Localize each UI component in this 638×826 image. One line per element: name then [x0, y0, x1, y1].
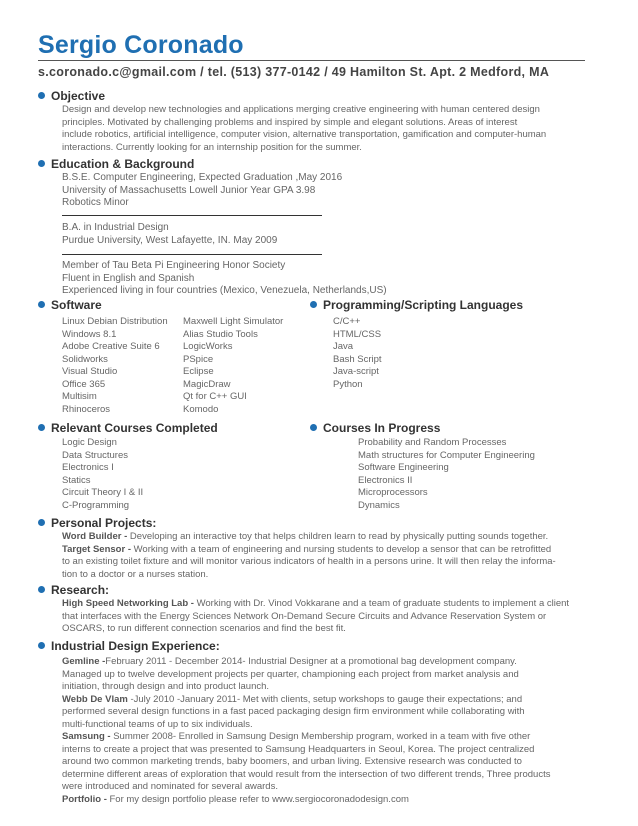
experience-line: Managed up to twelve development projects per quarter, championing each project from market analysis and	[62, 668, 519, 680]
header-rule	[38, 60, 585, 61]
software-item: Qt for C++ GUI	[183, 391, 247, 402]
experience-line: performed several design functions in a fast paced packaging design firm environment while collaborating with	[62, 706, 525, 717]
education-line: B.A. in Industrial Design	[62, 222, 169, 233]
course-item: Electronics II	[358, 474, 413, 486]
research-text: Working with Dr. Vinod Vokkarane and a team of graduate students to implement a client	[196, 598, 570, 609]
objective-line: Design and develop new technologies and applications merging creative engineering with human centered design	[62, 104, 540, 115]
section-title: Industrial Design Experience:	[51, 639, 220, 653]
project-line: to an existing toilet fixture and will monitor various indicators of health in a persons urine. It will then relay the informa-	[62, 556, 556, 567]
course-item: C-Programming	[62, 499, 130, 511]
research-line	[62, 598, 569, 611]
education-block-1	[62, 172, 342, 210]
objective-body	[62, 104, 546, 154]
software-col-2	[183, 316, 283, 416]
bullet-icon	[38, 642, 45, 649]
experience-line: interns to create a project that was presented to Samsung Headquarters in Seoul, Korea. The project centralized	[62, 743, 535, 755]
section-title: Objective	[51, 89, 106, 103]
software-item: LogicWorks	[183, 341, 233, 352]
programming-item: HTML/CSS	[333, 328, 382, 340]
project-text: Developing an interactive toy that helps children learn to read by physically putting sounds together.	[129, 531, 549, 542]
experience-line: initiation, through design and into product launch.	[62, 681, 270, 692]
experience-line: around two common marketing trends, baby boomers, and urban living. Extensive research was conducted to	[62, 756, 522, 767]
resume-name: Sergio Coronado	[38, 31, 244, 59]
section-research-heading	[38, 582, 109, 598]
experience-line	[62, 794, 550, 807]
bullet-icon	[38, 301, 45, 308]
education-divider	[62, 215, 322, 216]
section-industrial-heading	[38, 638, 220, 654]
education-block-2	[62, 222, 277, 247]
experience-line: determine different areas of exploration that would result from the intersection of two different trends, Three products	[62, 768, 551, 780]
experience-label: Gemline -	[62, 656, 106, 667]
experience-line	[62, 731, 550, 744]
course-item: Data Structures	[62, 449, 128, 461]
bullet-icon	[38, 160, 45, 167]
software-item: Visual Studio	[62, 366, 118, 377]
courses-progress-list	[358, 437, 535, 512]
section-objective-heading	[38, 88, 105, 104]
software-item: PSpice	[183, 353, 214, 365]
education-block-3	[62, 260, 387, 298]
programming-list	[333, 316, 382, 391]
programming-item: Bash Script	[333, 353, 382, 365]
experience-line: were introduced and nominated for several awards.	[62, 781, 278, 792]
course-item: Software Engineering	[358, 462, 449, 473]
industrial-body	[62, 656, 550, 806]
objective-line: include robotics, artificial intelligence, computer vision, alternative transportation, gamification and computer-human	[62, 129, 547, 140]
software-item: Multisim	[62, 391, 97, 402]
section-title: Software	[51, 298, 102, 312]
experience-line	[62, 694, 550, 707]
experience-text: Summer 2008- Enrolled in Samsung Design Membership program, worked in a team with five other	[110, 731, 531, 742]
programming-item: Java-script	[333, 366, 379, 377]
software-item: MagicDraw	[183, 378, 231, 390]
section-courses-progress-heading	[310, 420, 440, 436]
projects-body	[62, 531, 556, 581]
education-line: Experienced living in four countries (Mexico, Venezuela, Netherlands,US)	[62, 285, 387, 296]
experience-line: multi-functional teams of up to six individuals.	[62, 718, 253, 730]
course-item: Electronics I	[62, 462, 114, 473]
section-title: Personal Projects:	[51, 516, 157, 530]
section-education-heading	[38, 156, 194, 172]
courses-completed-list	[62, 437, 143, 512]
project-line	[62, 531, 556, 544]
section-title: Courses In Progress	[323, 421, 441, 435]
research-line: that interfaces with the Energy Sciences Network On-Demand Secure Circuits and Advance Reservation System or	[62, 610, 547, 622]
experience-text: February 2011 - December 2014- Industrial Designer at a promotional bag development company.	[105, 656, 517, 667]
project-line	[62, 544, 556, 557]
education-line: Robotics Minor	[62, 197, 129, 208]
bullet-icon	[38, 92, 45, 99]
software-col-1	[62, 316, 168, 416]
section-title: Research:	[51, 583, 110, 597]
section-programming-heading	[310, 297, 523, 313]
software-item: Linux Debian Distribution	[62, 316, 168, 327]
bullet-icon	[38, 424, 45, 431]
section-courses-completed-heading	[38, 420, 218, 436]
software-item: Adobe Creative Suite 6	[62, 341, 160, 352]
course-item: Logic Design	[62, 437, 117, 448]
contact-line: s.coronado.c@gmail.com / tel. (513) 377-0142 / 49 Hamilton St. Apt. 2 Medford, MA	[38, 65, 550, 79]
section-title: Programming/Scripting Languages	[323, 298, 524, 312]
experience-label: Webb De Vlam	[62, 693, 128, 705]
education-line: Purdue University, West Lafayette, IN. May 2009	[62, 234, 278, 246]
experience-label: Portfolio -	[62, 793, 107, 805]
course-item: Microprocessors	[358, 487, 428, 498]
research-line: OSCARS, to run different connection scenarios and find the best fit.	[62, 623, 346, 634]
education-divider	[62, 254, 322, 255]
research-body	[62, 598, 569, 636]
software-item: Komodo	[183, 403, 219, 415]
software-item: Alias Studio Tools	[183, 328, 258, 340]
education-line: Member of Tau Beta Pi Engineering Honor Society	[62, 260, 286, 271]
course-item: Circuit Theory I & II	[62, 487, 144, 498]
portfolio-link[interactable]: For my design portfolio please refer to www.sergiocoronadodesign.com	[106, 793, 409, 805]
experience-text: -July 2010 -January 2011- Met with clients, setup workshops to gauge their expectations; and	[127, 693, 523, 705]
programming-item: Java	[333, 341, 354, 352]
section-software-heading	[38, 297, 102, 313]
education-line: Fluent in English and Spanish	[62, 272, 195, 284]
software-item: Rhinoceros	[62, 403, 111, 415]
software-item: Eclipse	[183, 366, 214, 377]
section-title: Education & Background	[51, 157, 195, 171]
course-item: Probability and Random Processes	[358, 437, 507, 448]
research-label: High Speed Networking Lab -	[62, 598, 194, 609]
bullet-icon	[310, 424, 317, 431]
experience-label: Samsung -	[62, 731, 111, 742]
experience-line	[62, 656, 550, 669]
bullet-icon	[38, 519, 45, 526]
objective-line: interactions. Currently looking for an internship position for the summer.	[62, 141, 362, 153]
objective-line: principles. Motivated by challenging problems and inspired by simple and elegant solutions. Areas of interest	[62, 116, 518, 128]
software-item: Maxwell Light Simulator	[183, 316, 284, 327]
project-text: Working with a team of engineering and nursing students to develop a sensor that can be retrofitted	[133, 543, 552, 555]
course-item: Dynamics	[358, 499, 400, 511]
course-item: Statics	[62, 474, 91, 486]
bullet-icon	[310, 301, 317, 308]
programming-item: C/C++	[333, 316, 361, 327]
education-line: B.S.E. Computer Engineering, Expected Graduation ,May 2016	[62, 172, 343, 183]
programming-item: Python	[333, 378, 363, 390]
software-item: Windows 8.1	[62, 328, 117, 340]
software-item: Solidworks	[62, 353, 108, 365]
section-projects-heading	[38, 515, 156, 531]
course-item: Math structures for Computer Engineering	[358, 449, 535, 461]
bullet-icon	[38, 586, 45, 593]
project-label: Target Sensor -	[62, 543, 131, 555]
software-item: Office 365	[62, 378, 106, 390]
education-line: University of Massachusetts Lowell Junior Year GPA 3.98	[62, 184, 316, 196]
project-line: tion to a doctor or a nurses station.	[62, 568, 209, 580]
project-label: Word Builder -	[62, 531, 128, 542]
section-title: Relevant Courses Completed	[51, 421, 218, 435]
